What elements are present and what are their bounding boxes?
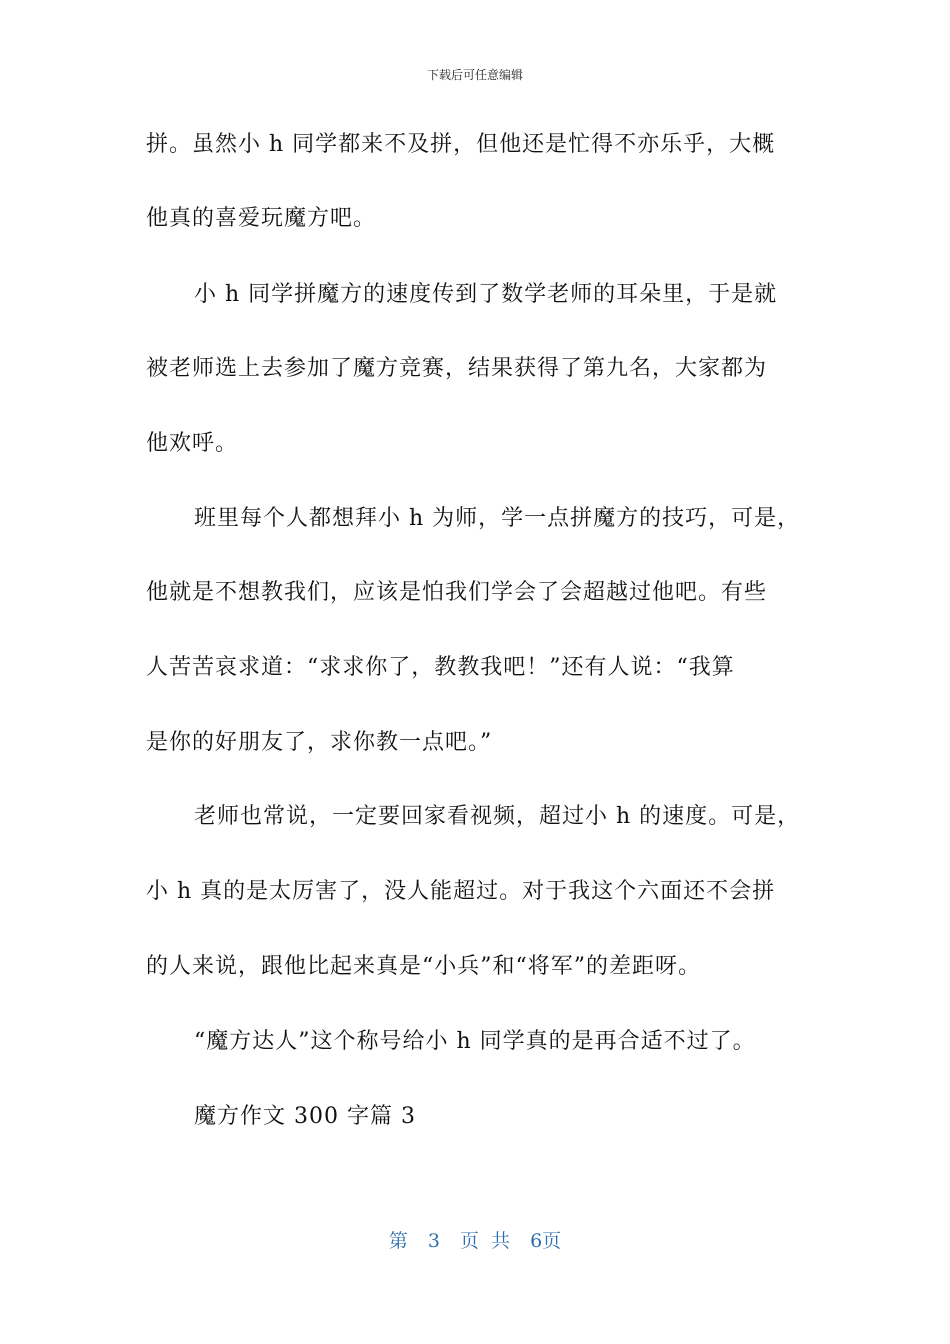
paragraph-line: 被老师选上去参加了魔方竞赛，结果获得了第九名，大家都为	[146, 356, 768, 381]
footer-prefix: 第	[388, 1230, 408, 1252]
paragraph-line: 是你的好朋友了，求你教一点吧。”	[146, 730, 493, 755]
paragraph-line: 小 h 真的是太厉害了，没人能超过。对于我这个六面还不会拼	[146, 879, 776, 904]
paragraph-line: 他就是不想教我们，应该是怕我们学会了会超越过他吧。有些	[146, 580, 768, 605]
paragraph-line: 他欢呼。	[146, 431, 239, 456]
paragraph-line: 老师也常说，一定要回家看视频，超过小 h 的速度。可是，	[194, 804, 801, 829]
footer-mid: 页 共	[460, 1230, 511, 1252]
paragraph-line: 小 h 同学拼魔方的速度传到了数学老师的耳朵里，于是就	[194, 282, 778, 307]
page-footer	[0, 1226, 950, 1253]
paragraph-line: 人苦苦哀求道：“求求你了，教教我吧！”还有人说：“我算	[146, 655, 735, 680]
footer-current-page: 3	[427, 1230, 440, 1252]
section-heading: 魔方作文 300 字篇 3	[194, 1104, 416, 1129]
paragraph-line: 他真的喜爱玩魔方吧。	[146, 206, 377, 231]
paragraph-line: 的人来说，跟他比起来真是“小兵”和“将军”的差距呀。	[146, 954, 701, 979]
paragraph-line: “魔方达人”这个称号给小 h 同学真的是再合适不过了。	[194, 1029, 756, 1054]
paragraph-line: 拼。虽然小 h 同学都来不及拼，但他还是忙得不亦乐乎，大概	[146, 132, 776, 157]
footer-total-pages: 6页	[530, 1230, 562, 1252]
page-header: 下载后可任意编辑	[426, 68, 523, 82]
paragraph-line: 班里每个人都想拜小 h 为师，学一点拼魔方的技巧，可是，	[194, 506, 801, 531]
